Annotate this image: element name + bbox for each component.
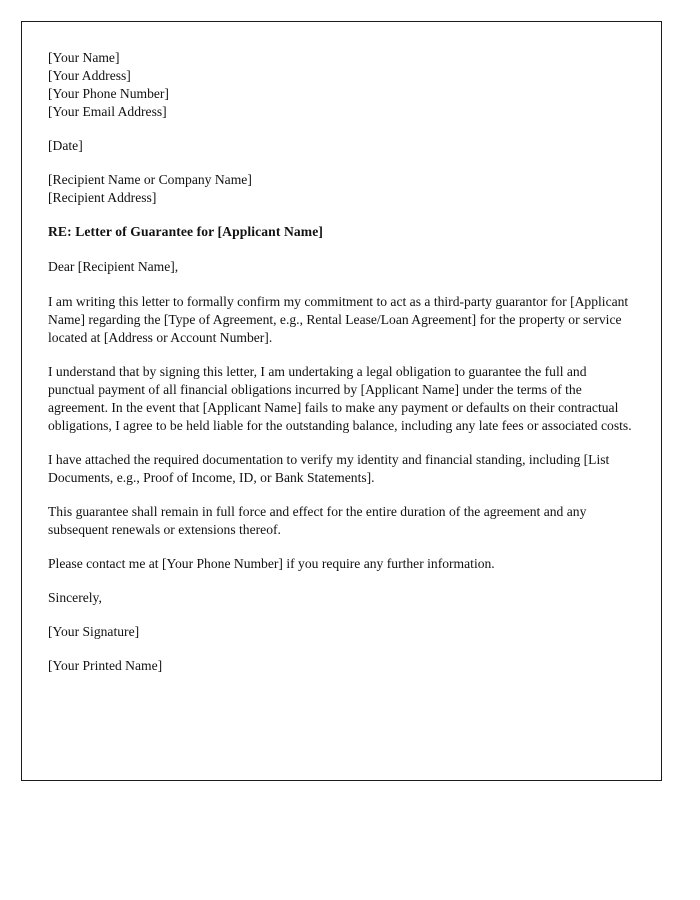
sender-address: [Your Address] — [48, 68, 131, 83]
body-paragraph-3: I have attached the required documentation to verify my identity and financial standing, including [List Documents, e.g., Proof of Income, ID, or Bank Statements]. — [48, 452, 610, 485]
recipient-address: [Recipient Address] — [48, 190, 157, 205]
sender-name: [Your Name] — [48, 50, 120, 65]
signature-placeholder: [Your Signature] — [48, 624, 140, 639]
letter-border-frame — [21, 21, 662, 781]
recipient-address-block — [48, 171, 649, 207]
body-paragraph-2: I understand that by signing this letter, I am undertaking a legal obligation to guarantee the full and punctual payment of all financial obligations incurred by [Applicant Name] under the terms of the agreement. In the event that [Applicant Name] fails to make any payment or defaults on their contractual obligations, I agree to be held liable for the outstanding balance, including any late fees or associated costs. — [48, 364, 632, 433]
printed-name-placeholder: [Your Printed Name] — [48, 658, 163, 673]
letter-content — [22, 22, 661, 675]
closing-salutation: Sincerely, — [48, 590, 102, 605]
body-paragraph-4: This guarantee shall remain in full force and effect for the entire duration of the agreement and any subsequent renewals or extensions thereof. — [48, 504, 587, 537]
body-paragraph-5: Please contact me at [Your Phone Number] if you require any further information. — [48, 556, 495, 571]
sender-address-block — [48, 49, 649, 121]
salutation: Dear [Recipient Name], — [48, 259, 179, 274]
body-paragraph-1: I am writing this letter to formally confirm my commitment to act as a third-party guarantor for [Applicant Name] regarding the [Type of Agreement, e.g., Rental Lease/Loan Agreement] for the property or service located at [Address or Account Number]. — [48, 294, 629, 345]
subject-line: RE: Letter of Guarantee for [Applicant Name] — [48, 224, 323, 239]
date-line: [Date] — [48, 138, 83, 153]
recipient-name: [Recipient Name or Company Name] — [48, 172, 252, 187]
sender-email: [Your Email Address] — [48, 104, 167, 119]
sender-phone: [Your Phone Number] — [48, 86, 169, 101]
